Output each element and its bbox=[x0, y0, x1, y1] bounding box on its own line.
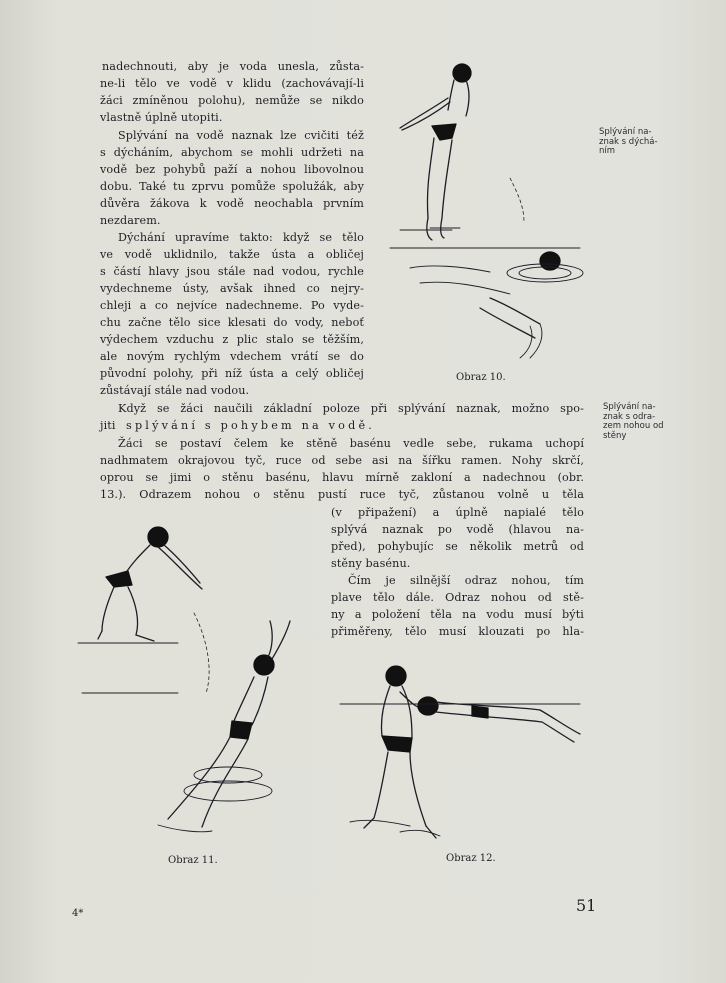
text-line: splývá naznak po vodě (hlavou na- bbox=[331, 523, 584, 536]
text-line: dobu. Také tu zprvu pomůže spolužák, aby bbox=[100, 180, 364, 193]
text-line: důvěra žákova k vodě neochabla prvním bbox=[100, 197, 364, 210]
figure-12-illustration bbox=[340, 662, 590, 852]
text-line: vydechneme ústy, avšak ihned co nejry- bbox=[100, 282, 364, 295]
margin-note-line: ním bbox=[599, 146, 616, 156]
figure-12-caption: Obraz 12. bbox=[446, 853, 496, 864]
text-line: nezdarem. bbox=[100, 214, 161, 227]
text-line: vlastně úplně utopiti. bbox=[100, 111, 223, 124]
figure-10-caption: Obraz 10. bbox=[456, 372, 506, 383]
margin-note-line: znak s odra- bbox=[603, 411, 656, 422]
text-line: vodě bez pohybů paží a nohou libovolnou bbox=[100, 163, 364, 176]
text-line: s dýcháním, abychom se mohli udržeti na bbox=[100, 146, 364, 159]
text-line: původní polohy, při níž ústa a celý obličej bbox=[100, 367, 364, 380]
text-line: Čím je silnější odraz nohou, tím bbox=[348, 574, 584, 587]
figure-10-illustration bbox=[390, 58, 590, 378]
text-line: chleji a co nejvíce nadechneme. Po vyde- bbox=[100, 299, 364, 312]
text-line: 13.). Odrazem nohou o stěnu pustí ruce tyč, zůstanou volně u těla bbox=[100, 488, 584, 501]
text-line: před), pohybujíc se několik metrů od bbox=[331, 540, 584, 553]
text-line: oprou se jimi o stěnu basénu, hlavu mírně zakloní a nadechnou (obr. bbox=[100, 471, 584, 484]
signature-mark: 4* bbox=[72, 908, 84, 919]
text-line: Když se žáci naučili základní poloze při splývání naznak, možno spo- bbox=[118, 402, 584, 415]
margin-note-line: Splývání na- bbox=[599, 127, 652, 137]
figure-11-illustration bbox=[78, 525, 308, 845]
text-line: ne-li tělo ve vodě v klidu (zachovávají-li bbox=[100, 77, 364, 90]
text-line: zůstávají stále nad vodou. bbox=[100, 384, 250, 397]
text-line: výdechem vzduchu z plic stalo se těžším, bbox=[100, 333, 364, 346]
text-line: Dýchání upravíme takto: když se tělo bbox=[118, 231, 364, 244]
text-line: Splývání na vodě naznak lze cvičiti též bbox=[118, 129, 364, 142]
margin-note-line: stěny bbox=[603, 430, 627, 441]
text-line: chu začne tělo sice klesati do vody, neboť bbox=[100, 316, 364, 329]
page-number: 51 bbox=[576, 896, 597, 915]
figure-11-caption: Obraz 11. bbox=[168, 855, 218, 866]
margin-note-breathing bbox=[599, 128, 658, 157]
spaced-emphasis: splývání s pohybem na vodě. bbox=[126, 419, 376, 432]
text-line: ve vodě uklidnilo, takže ústa a obličej bbox=[100, 248, 364, 261]
text-line: nadechnouti, aby je voda unesla, zůsta- bbox=[102, 60, 364, 73]
text-line: žáci zmíněnou polohu), nemůže se nikdo bbox=[100, 94, 364, 107]
text-line: Žáci se postaví čelem ke stěně basénu vedle sebe, rukama uchopí bbox=[118, 437, 584, 450]
margin-note-line: zem nohou od bbox=[603, 421, 664, 431]
margin-note-pushoff bbox=[603, 403, 664, 441]
text-line: jiti bbox=[100, 419, 116, 432]
text-line: ale novým rychlým vdechem vrátí se do bbox=[100, 350, 364, 363]
margin-note-line: znak s dýchá- bbox=[599, 136, 658, 147]
text-line: s částí hlavy jsou stále nad vodou, rychle bbox=[100, 265, 364, 278]
margin-note-line: Splývání na- bbox=[603, 402, 656, 412]
text-line: nadhmatem okrajovou tyč, ruce od sebe asi na šířku ramen. Nohy skrčí, bbox=[100, 454, 584, 467]
text-line: (v připažení) a úplně napialé tělo bbox=[331, 506, 584, 519]
text-line: přiměřeny, tělo musí klouzati po hla- bbox=[331, 625, 584, 638]
text-line: ny a položení těla na vodu musí býti bbox=[331, 608, 584, 621]
text-line: stěny basénu. bbox=[331, 557, 411, 570]
text-line: plave tělo dále. Odraz nohou od stě- bbox=[331, 591, 584, 604]
